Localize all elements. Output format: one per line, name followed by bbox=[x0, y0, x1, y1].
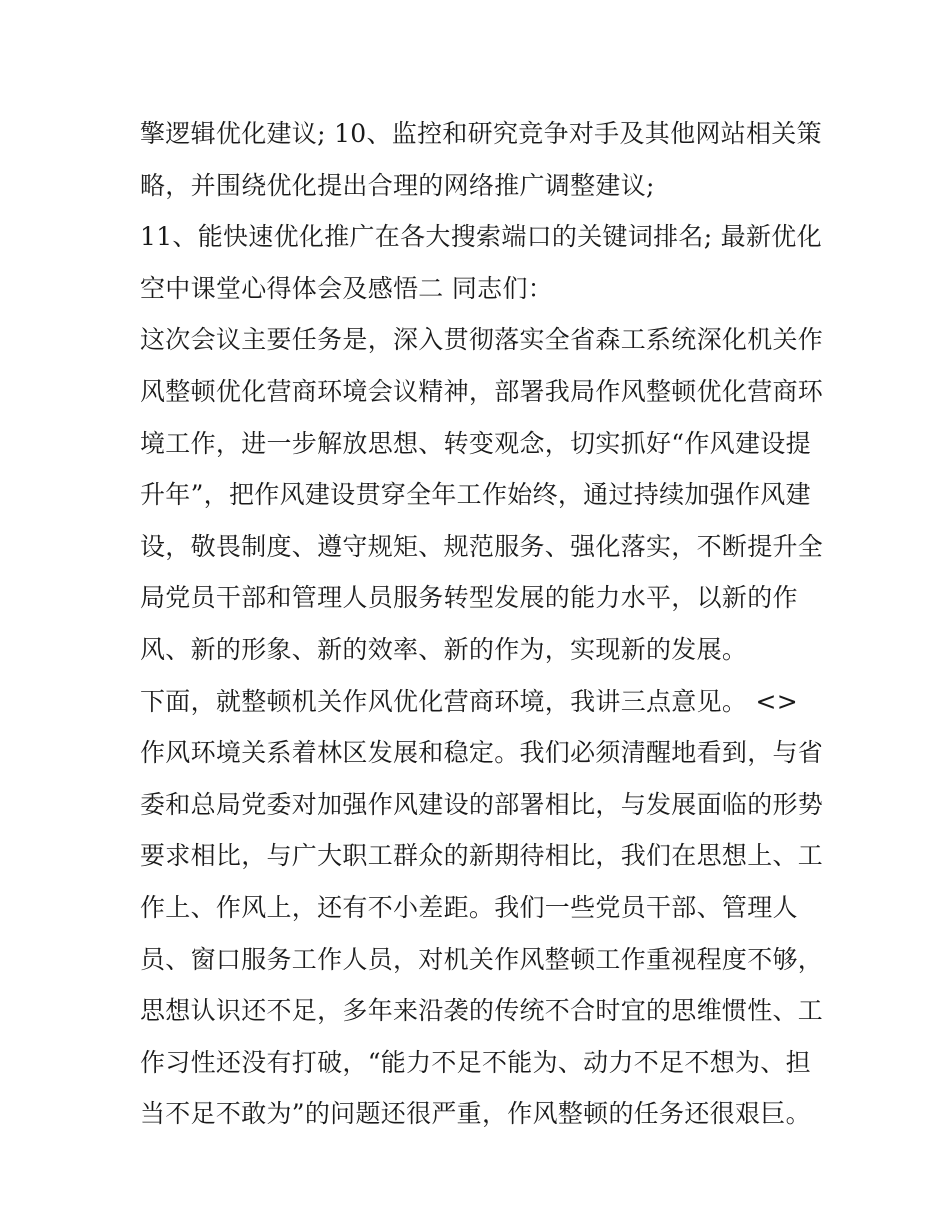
text-line: 作风环境关系着林区发展和稳定。我们必须清醒地看到，与省 bbox=[140, 738, 824, 768]
text-line: 风整顿优化营商环境会议精神，部署我局作风整顿优化营商环 bbox=[140, 376, 824, 406]
text-line: 要求相比，与广大职工群众的新期待相比，我们在思想上、工 bbox=[140, 841, 824, 871]
text-line: 当不足不敢为”的问题还很严重，作风整顿的任务还很艰巨。 bbox=[140, 1099, 811, 1129]
text-line: 局党员干部和管理人员服务转型发展的能力水平，以新的作 bbox=[140, 583, 798, 613]
text-line: 思想认识还不足，多年来沿袭的传统不合时宜的思维惯性、工 bbox=[140, 996, 824, 1026]
text-line: 略，并围绕优化提出合理的网络推广调整建议; bbox=[140, 170, 655, 200]
text-line: 设，敬畏制度、遵守规矩、规范服务、强化落实，不断提升全 bbox=[140, 531, 824, 561]
text-line: 作上、作风上，还有不小差距。我们一些党员干部、管理人 bbox=[140, 892, 798, 922]
text-line: 11、能快速优化推广在各大搜索端口的关键词排名; 最新优化 bbox=[140, 222, 822, 252]
text-line: 升年”，把作风建设贯穿全年工作始终，通过持续加强作风建 bbox=[140, 480, 811, 510]
text-line: 境工作，进一步解放思想、转变观念，切实抓好“作风建设提 bbox=[140, 428, 811, 458]
text-line: 下面，就整顿机关作风优化营商环境，我讲三点意见。 <> bbox=[140, 686, 798, 716]
text-line: 擎逻辑优化建议; 10、监控和研究竞争对手及其他网站相关策 bbox=[140, 119, 822, 148]
text-line: 委和总局党委对加强作风建设的部署相比，与发展面临的形势 bbox=[140, 789, 824, 819]
text-line: 员、窗口服务工作人员，对机关作风整顿工作重视程度不够， bbox=[140, 944, 824, 974]
text-line: 风、新的形象、新的效率、新的作为，实现新的发展。 bbox=[140, 634, 748, 664]
document-body bbox=[140, 108, 830, 1140]
text-line: 作习性还没有打破，“能力不足不能为、动力不足不想为、担 bbox=[140, 1047, 811, 1077]
text-line: 这次会议主要任务是，深入贯彻落实全省森工系统深化机关作 bbox=[140, 325, 824, 355]
text-line: 空中课堂心得体会及感悟二 同志们： bbox=[140, 273, 554, 303]
